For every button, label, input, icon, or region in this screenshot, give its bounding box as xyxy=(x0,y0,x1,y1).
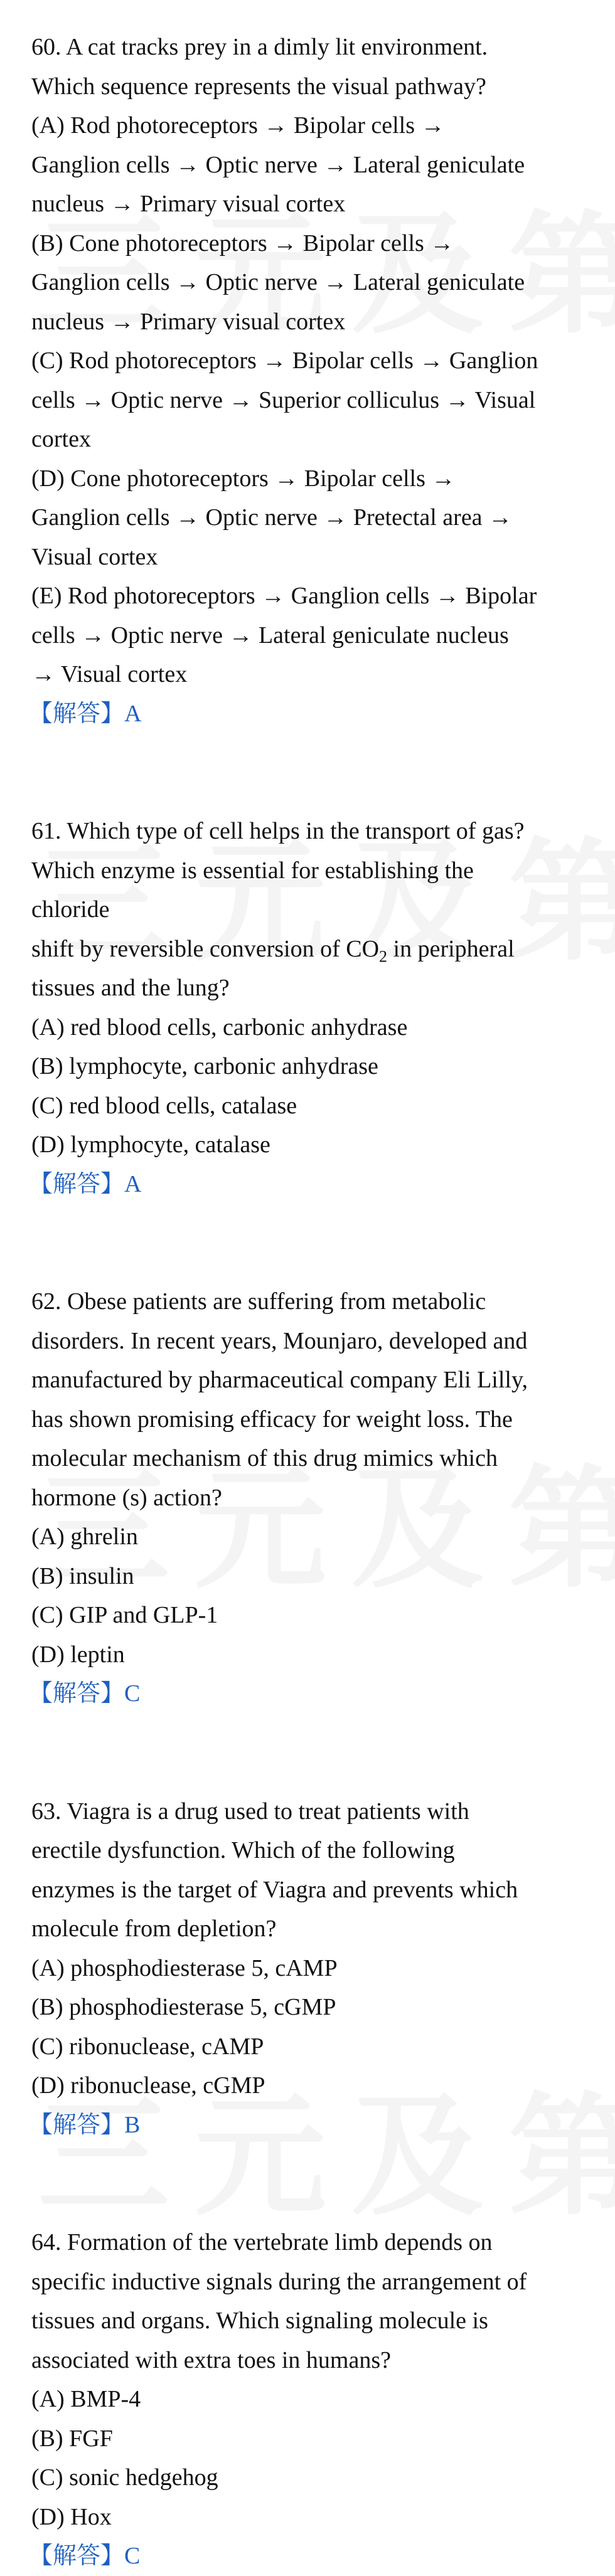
option-line: (C) sonic hedgehog xyxy=(31,2464,218,2491)
option-line: (A) phosphodiesterase 5, cAMP xyxy=(31,1954,338,1981)
answer-line xyxy=(29,2536,587,2576)
question-line: disorders. In recent years, Mounjaro, developed and xyxy=(31,1327,528,1354)
question-line: Which enzyme is essential for establishing the xyxy=(31,857,474,884)
question-63 xyxy=(31,1792,587,2145)
option-line: (D) lymphocyte, catalase xyxy=(31,1132,270,1158)
question-line: Which sequence represents the visual pathway? xyxy=(31,73,486,100)
question-line: 64. Formation of the vertebrate limb depends on xyxy=(31,2229,493,2255)
option-line: (B) Cone photoreceptors → Bipolar cells → xyxy=(31,230,454,257)
answer-line xyxy=(29,1674,587,1714)
option-line: (B) lymphocyte, carbonic anhydrase xyxy=(31,1053,378,1079)
question-line: manufactured by pharmaceutical company Eli Lilly, xyxy=(31,1367,528,1393)
question-line: 61. Which type of cell helps in the transport of gas? xyxy=(31,818,525,844)
option-line: → Visual cortex xyxy=(31,661,188,687)
answer-value: B xyxy=(124,2111,141,2138)
question-60 xyxy=(31,28,587,733)
option-line: (D) leptin xyxy=(31,1641,125,1668)
option-line: cortex xyxy=(31,426,91,452)
question-line: molecule from depletion? xyxy=(31,1916,277,1942)
answer-value: A xyxy=(124,700,142,727)
option-line: (A) red blood cells, carbonic anhydrase xyxy=(31,1014,408,1041)
question-line xyxy=(31,930,587,969)
answer-line xyxy=(29,2106,587,2145)
answer-value: C xyxy=(124,1680,141,1707)
question-separator xyxy=(31,2144,587,2223)
question-line: enzymes is the target of Viagra and prevents which xyxy=(31,1876,518,1903)
answer-label: 【解答】 xyxy=(29,2111,125,2138)
option-line: (C) GIP and GLP-1 xyxy=(31,1602,218,1628)
answer-label: 【解答】 xyxy=(29,700,125,727)
question-line: tissues and the lung? xyxy=(31,975,230,1001)
answer-label: 【解答】 xyxy=(29,1170,125,1197)
option-line: (B) insulin xyxy=(31,1562,134,1589)
question-line: 60. A cat tracks prey in a dimly lit environment. xyxy=(31,34,488,60)
question-line: molecular mechanism of this drug mimics which xyxy=(31,1445,498,1471)
option-line: Ganglion cells → Optic nerve → Lateral geniculate xyxy=(31,151,525,178)
question-line: associated with extra toes in humans? xyxy=(31,2346,392,2373)
question-64 xyxy=(31,2223,587,2576)
question-line: tissues and organs. Which signaling molecule is xyxy=(31,2308,488,2334)
option-line: (D) Cone photoreceptors → Bipolar cells → xyxy=(31,465,456,492)
question-separator xyxy=(31,1714,587,1792)
option-line: cells → Optic nerve → Superior colliculus → Visual xyxy=(31,386,536,413)
question-line: hormone (s) action? xyxy=(31,1484,222,1511)
answer-label: 【解答】 xyxy=(29,2543,125,2569)
option-line: nucleus → Primary visual cortex xyxy=(31,191,346,217)
co2-subscript: 2 xyxy=(379,947,388,966)
option-line: (E) Rod photoreceptors → Ganglion cells → Bipolar xyxy=(31,583,537,609)
option-line: nucleus → Primary visual cortex xyxy=(31,308,346,335)
answer-value: C xyxy=(124,2543,141,2569)
question-line: has shown promising efficacy for weight loss. The xyxy=(31,1406,513,1433)
option-line: Ganglion cells → Optic nerve → Lateral geniculate xyxy=(31,269,525,295)
option-line: (B) FGF xyxy=(31,2425,113,2452)
co2-suffix: in peripheral xyxy=(387,935,515,962)
option-line: (C) red blood cells, catalase xyxy=(31,1092,297,1119)
answer-line xyxy=(29,694,587,734)
option-line: (B) phosphodiesterase 5, cGMP xyxy=(31,1994,336,2020)
option-line: Ganglion cells → Optic nerve → Pretectal area → xyxy=(31,504,513,531)
question-62 xyxy=(31,1282,587,1714)
option-line: (C) ribonuclease, cAMP xyxy=(31,2033,264,2060)
option-line: (D) Hox xyxy=(31,2503,112,2530)
option-line: (A) BMP-4 xyxy=(31,2386,141,2412)
question-line: 63. Viagra is a drug used to treat patients with xyxy=(31,1798,469,1825)
question-separator xyxy=(31,1204,587,1282)
option-line: (A) Rod photoreceptors → Bipolar cells → xyxy=(31,112,445,139)
option-line: (C) Rod photoreceptors → Bipolar cells → Ganglion xyxy=(31,347,538,374)
question-line: 62. Obese patients are suffering from metabolic xyxy=(31,1288,486,1315)
answer-value: A xyxy=(124,1170,142,1197)
question-separator xyxy=(31,733,587,812)
option-line: (A) ghrelin xyxy=(31,1524,138,1550)
question-line: chloride xyxy=(31,896,110,923)
answer-line xyxy=(29,1165,587,1204)
question-line: specific inductive signals during the arrangement of xyxy=(31,2268,527,2295)
co2-prefix: shift by reversible conversion of CO xyxy=(31,935,380,962)
option-line: Visual cortex xyxy=(31,543,158,570)
option-line: (D) ribonuclease, cGMP xyxy=(31,2072,265,2099)
option-line: cells → Optic nerve → Lateral geniculate nucleus xyxy=(31,622,509,649)
question-61 xyxy=(31,812,587,1204)
answer-label: 【解答】 xyxy=(29,1680,125,1707)
question-line: erectile dysfunction. Which of the following xyxy=(31,1837,455,1863)
